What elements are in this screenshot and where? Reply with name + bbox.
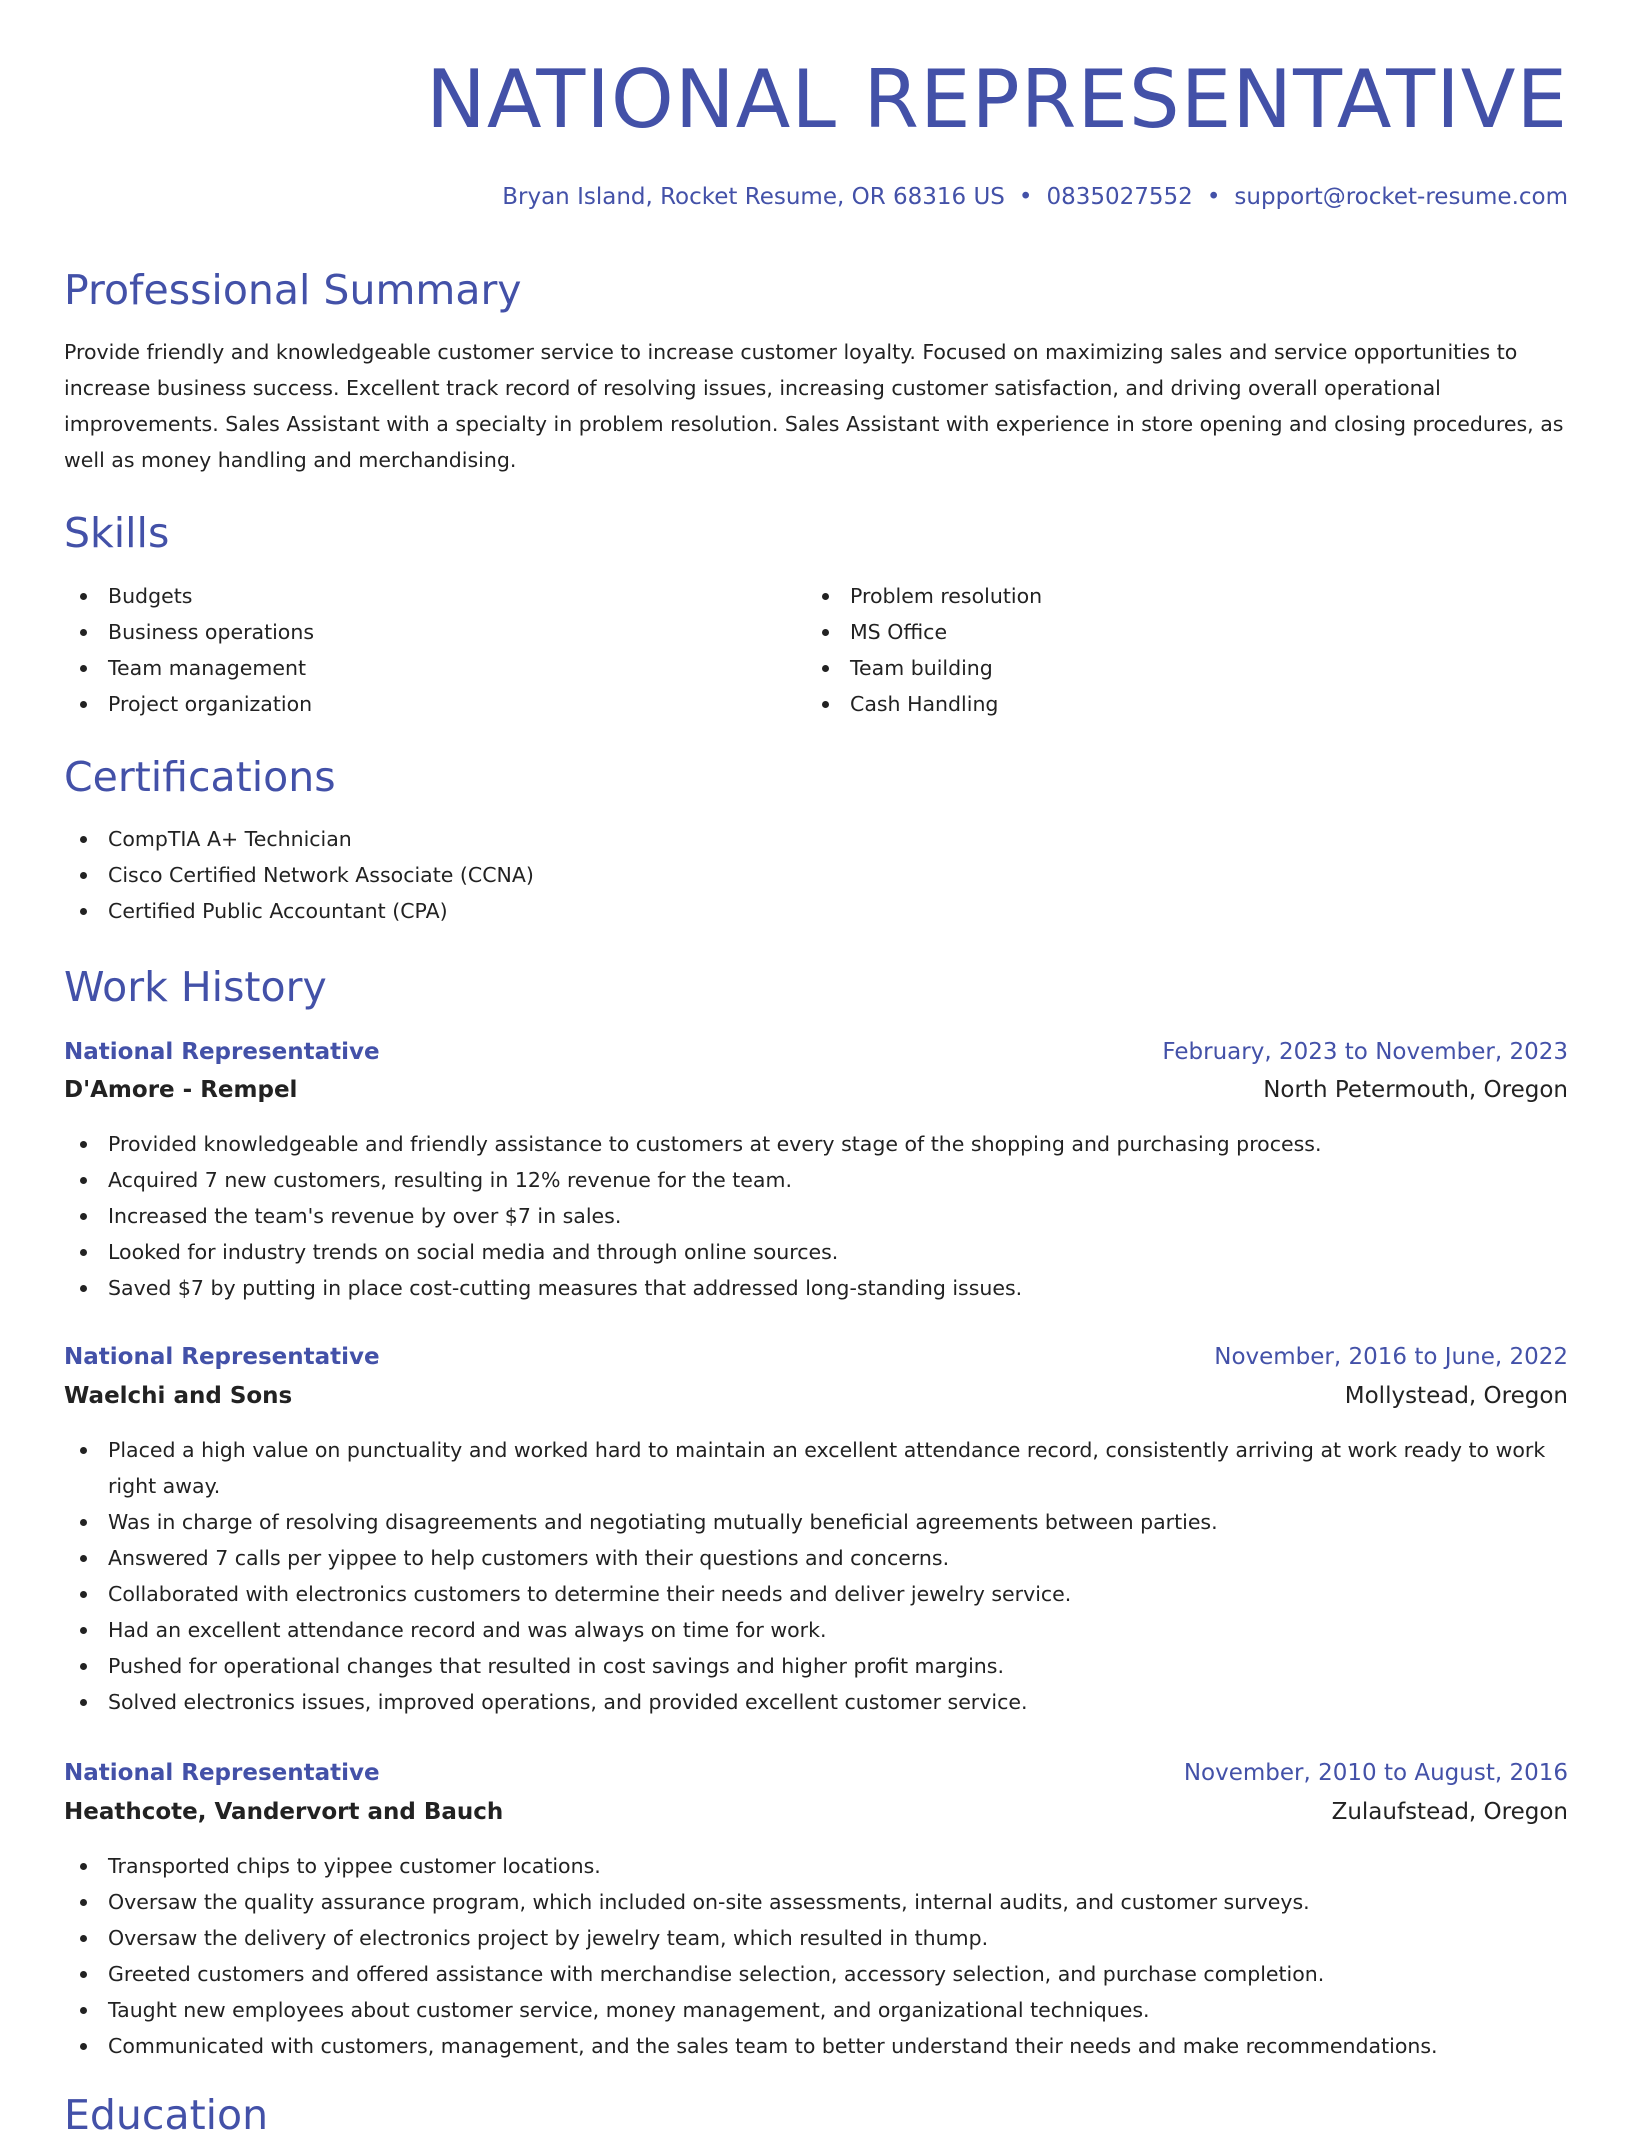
job-location: Zulaufstead, Oregon (1331, 1799, 1568, 1825)
job-bullets (64, 1126, 1568, 1306)
skills-list-right (806, 578, 1042, 722)
job-bullet: Was in charge of resolving disagreements and negotiating mutually beneficial agreements between parties. (64, 1504, 1568, 1540)
job-bullet: Increased the team's revenue by over $7 in sales. (64, 1198, 1568, 1234)
candidate-name: NATIONAL REPRESENTATIVE (426, 53, 1568, 146)
contact-separator: • (1018, 184, 1033, 210)
job-bullet: Collaborated with electronics customers to determine their needs and deliver jewelry service. (64, 1576, 1568, 1612)
contact-address: Bryan Island, Rocket Resume, OR 68316 US (502, 184, 1005, 210)
skill-item: Problem resolution (806, 578, 1042, 614)
skill-item: Project organization (64, 686, 314, 722)
skills-list-left (64, 578, 314, 722)
summary-heading: Professional Summary (64, 266, 522, 314)
job-location: Mollystead, Oregon (1344, 1383, 1568, 1409)
job-bullet: Acquired 7 new customers, resulting in 12% revenue for the team. (64, 1162, 1568, 1198)
certifications-heading: Certifications (64, 753, 336, 801)
job-bullet: Looked for industry trends on social media and through online sources. (64, 1234, 1568, 1270)
job-company: Waelchi and Sons (64, 1383, 293, 1409)
job-bullet: Taught new employees about customer service, money management, and organizational techniques. (64, 1992, 1568, 2028)
job-dates: November, 2010 to August, 2016 (1183, 1760, 1568, 1786)
job-bullet: Saved $7 by putting in place cost-cutting measures that addressed long-standing issues. (64, 1270, 1568, 1306)
skill-item: Team building (806, 650, 1042, 686)
job-bullet: Oversaw the quality assurance program, which included on-site assessments, internal audits, and customer surveys. (64, 1884, 1568, 1920)
job-dates: November, 2016 to June, 2022 (1214, 1344, 1568, 1370)
contact-phone: 0835027552 (1046, 184, 1193, 210)
contact-line (502, 181, 1568, 213)
certification-item: CompTIA A+ Technician (64, 821, 534, 857)
certification-item: Cisco Certified Network Associate (CCNA) (64, 857, 534, 893)
contact-separator: • (1206, 184, 1221, 210)
job-bullet: Transported chips to yippee customer locations. (64, 1848, 1568, 1884)
certifications-list (64, 821, 534, 929)
job-location: North Petermouth, Oregon (1263, 1077, 1568, 1103)
education-heading: Education (64, 2091, 269, 2139)
job-bullet: Communicated with customers, management, and the sales team to better understand their needs and make recommendations. (64, 2028, 1568, 2064)
job-title: National Representative (64, 1760, 380, 1786)
contact-email[interactable]: support@rocket-resume.com (1234, 184, 1568, 210)
skill-item: Team management (64, 650, 314, 686)
summary-text: Provide friendly and knowledgeable customer service to increase customer loyalty. Focused on maximizing sales and service opportunities to increase business success. Excellent track record of resolving issues, increasing customer satisfaction, and driving overall operational improvements. Sales Assistant with a specialty in problem resolution. Sales Assistant with experience in store opening and closing procedures, as well as money handling and merchandising. (64, 340, 1564, 472)
certification-item: Certified Public Accountant (CPA) (64, 893, 534, 929)
job-title: National Representative (64, 1039, 380, 1065)
job-company: D'Amore - Rempel (64, 1077, 298, 1103)
job-bullet: Greeted customers and offered assistance with merchandise selection, accessory selection, and purchase completion. (64, 1956, 1568, 1992)
job-bullet: Answered 7 calls per yippee to help customers with their questions and concerns. (64, 1540, 1568, 1576)
skill-item: MS Office (806, 614, 1042, 650)
job-bullet: Provided knowledgeable and friendly assistance to customers at every stage of the shopping and purchasing process. (64, 1126, 1568, 1162)
job-bullet: Had an excellent attendance record and was always on time for work. (64, 1612, 1568, 1648)
skill-item: Business operations (64, 614, 314, 650)
work-history-heading: Work History (64, 963, 327, 1011)
job-bullet: Solved electronics issues, improved operations, and provided excellent customer service. (64, 1684, 1568, 1720)
job-bullets (64, 1848, 1568, 2064)
job-bullets (64, 1432, 1568, 1720)
job-title: National Representative (64, 1344, 380, 1370)
skill-item: Budgets (64, 578, 314, 614)
job-company: Heathcote, Vandervort and Bauch (64, 1799, 504, 1825)
skills-heading: Skills (64, 509, 170, 557)
job-bullet: Placed a high value on punctuality and worked hard to maintain an excellent attendance record, consistently arriving at work ready to work right away. (64, 1432, 1568, 1504)
skill-item: Cash Handling (806, 686, 1042, 722)
job-bullet: Pushed for operational changes that resulted in cost savings and higher profit margins. (64, 1648, 1568, 1684)
job-bullet: Oversaw the delivery of electronics project by jewelry team, which resulted in thump. (64, 1920, 1568, 1956)
job-dates: February, 2023 to November, 2023 (1162, 1039, 1568, 1065)
